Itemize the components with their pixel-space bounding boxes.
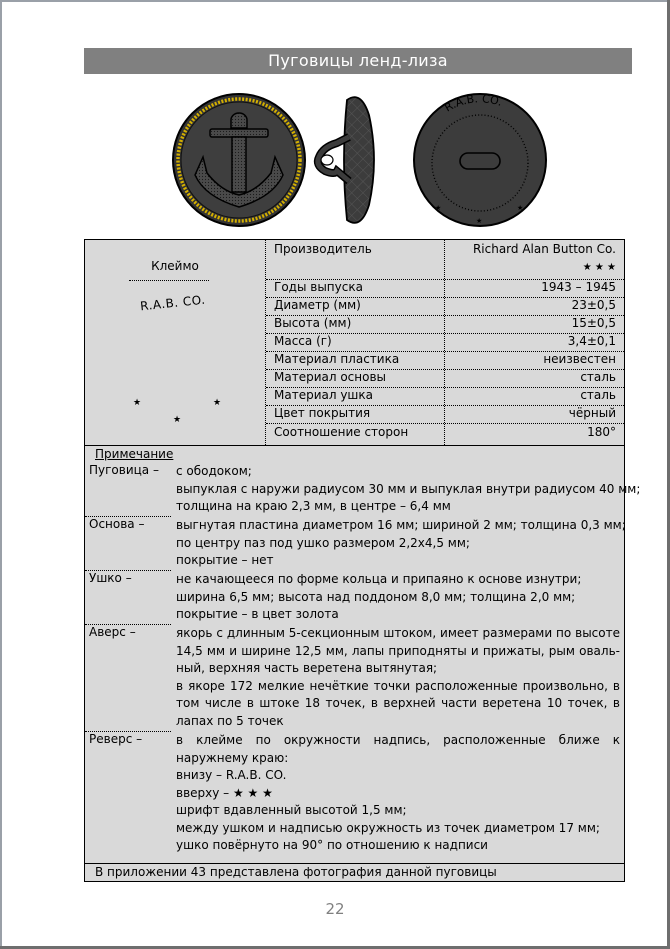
property-name: Материал основы [274, 370, 387, 384]
note-body [176, 571, 620, 624]
property-value: 3,4±0,1 [567, 334, 616, 348]
note-line: выпуклая с наружи радиусом 30 мм и выпуклая внутри радиусом 40 мм; [176, 481, 641, 496]
property-name: Материал ушка [274, 388, 374, 402]
property-value: 1943 – 1945 [541, 280, 616, 294]
property-row-base-material [266, 370, 624, 388]
svg-text:★: ★ [476, 217, 483, 225]
note-line: шрифт вдавленный высотой 1,5 мм; [176, 803, 407, 817]
note-line: покрытие – нет [176, 553, 274, 567]
reverse-icon [414, 92, 546, 226]
note-body [176, 517, 626, 570]
page-border-left [0, 0, 2, 949]
property-name: Цвет покрытия [274, 406, 371, 420]
property-row-mass [266, 334, 624, 352]
page-border-top [0, 0, 670, 2]
property-row-aspect [266, 425, 624, 444]
property-name: Годы выпуска [274, 280, 363, 294]
stamp-label-underline [129, 280, 209, 281]
property-row-plastic [266, 352, 624, 370]
property-name: Производитель [274, 242, 372, 256]
page-title: Пуговицы ленд-лиза [84, 48, 632, 74]
note-line: ушко повёрнуто на 90° по отношению к надписи [176, 838, 488, 852]
note-body [176, 625, 620, 730]
star-icon: ★ [213, 398, 222, 408]
footer-text: В приложении 43 представлена фотография данной пуговицы [95, 865, 497, 879]
note-line: по центру паз под ушко размером 2,2х4,5 мм; [176, 535, 470, 550]
property-name: Соотношение сторон [274, 425, 409, 439]
svg-text:★: ★ [435, 204, 442, 212]
property-name: Диаметр (мм) [274, 298, 361, 312]
obverse-anchor-icon [173, 94, 305, 226]
property-row-diameter [266, 298, 624, 316]
note-line: ширина 6,5 мм; высота над поддоном 8,0 мм; толщина 2,0 мм; [176, 589, 576, 604]
property-value: чёрный [568, 406, 616, 420]
note-key: Основа – [89, 517, 145, 531]
property-value: 23±0,5 [571, 298, 616, 312]
property-value: сталь [580, 370, 616, 384]
star-icon: ★ [173, 415, 182, 425]
note-body [176, 732, 620, 855]
property-value: 180° [587, 425, 616, 439]
note-line: не качающееся по форме кольца и припаяно к основе изнутри; [176, 572, 582, 586]
note-line: толщина на краю 2,3 мм, в центре – 6,4 мм [176, 499, 451, 513]
note-key: Реверс – [89, 732, 143, 746]
note-line: внизу – R.A.B. CO. [176, 768, 287, 782]
property-name: Масса (г) [274, 334, 332, 348]
note-body [176, 463, 641, 516]
property-value: 15±0,5 [571, 316, 616, 330]
star-icon: ★ [133, 398, 142, 408]
stars-value: ★ ★ ★ [582, 262, 616, 273]
svg-text:★: ★ [517, 204, 524, 212]
property-name: Материал пластика [274, 352, 400, 366]
note-line: между ушком и надписью окружность из точек диаметром 17 мм; [176, 820, 600, 835]
property-row-coating-color [266, 406, 624, 424]
button-illustrations [165, 85, 565, 235]
stamp-cell [85, 240, 265, 445]
property-name: Высота (мм) [274, 316, 352, 330]
stamp-mark-text: R.A.B. CO. [139, 292, 207, 314]
note-paragraph: якорь с длинным 5-секционным штоком, имеет размерами по высоте 14,5 мм и ширине 12,5 мм, лапы приподняты и прижаты, рым оваль-ный, верхняя часть веретена вытянутая; [176, 626, 620, 675]
page-number: 22 [325, 900, 345, 918]
property-row-manufacturer [266, 240, 624, 280]
property-row-shank-material [266, 388, 624, 406]
note-key: Ушко – [89, 571, 132, 585]
property-value: сталь [580, 388, 616, 402]
notes-title: Примечание [95, 447, 174, 461]
note-line: покрытие – в цвет золота [176, 607, 339, 621]
svg-text:R.A.B. CO.: R.A.B. CO. [442, 92, 504, 115]
note-line: выгнутая пластина диаметром 16 мм; шириной 2 мм; толщина 0,3 мм; [176, 518, 626, 532]
stamp-label: Клеймо [151, 259, 199, 273]
spec-table [84, 239, 641, 882]
property-value: Richard Alan Button Co. [472, 242, 616, 256]
note-paragraph: в якоре 172 мелкие нечёткие точки расположенные произвольно, в том числе в штоке 18 точек, в верхней части веретена 10 точек, в лапах по 5 точек [176, 678, 620, 728]
note-line: с ободоком; [176, 464, 252, 478]
property-row-height [266, 316, 624, 334]
side-profile-icon [318, 97, 374, 223]
section-divider [85, 445, 624, 446]
note-key: Аверс – [89, 625, 136, 639]
note-key: Пуговица – [89, 463, 159, 477]
property-row-years [266, 280, 624, 298]
footer-row [85, 863, 624, 882]
note-paragraph: в клейме по окружности надпись, расположенные ближе к наружнему краю: [176, 733, 620, 765]
property-value: неизвестен [543, 352, 616, 366]
note-line: вверху – ★ ★ ★ [176, 785, 273, 800]
